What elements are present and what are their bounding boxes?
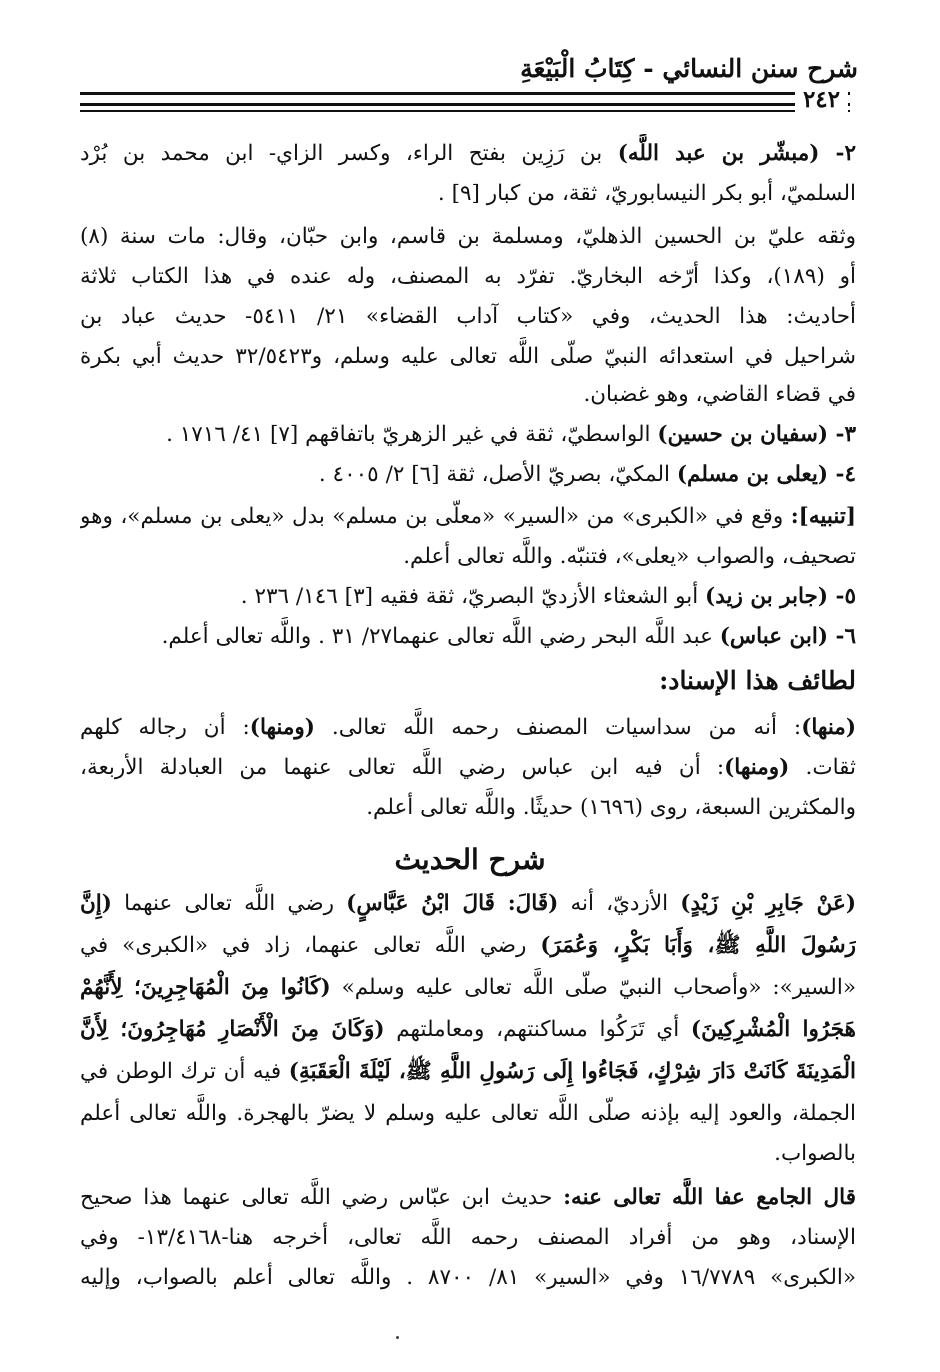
- paragraph-line: وثقه عليّ بن الحسين الذهليّ، ومسلمة بن قاسم، وابن حبّان، وقال: مات سنة (٨): [80, 224, 856, 249]
- paragraph-line: أو (١٨٩)، وكذا أرّخه البخاريّ. تفرّد به المصنف، وله عنده في هذا الكتاب ثلاثة: [80, 264, 856, 289]
- paragraph-line: [تنبيه]: وقع في «الكبرى» من «السير» «معلّى بن مسلم» بدل «يعلى بن مسلم»، وهو: [80, 504, 856, 529]
- paragraph-line: في قضاء القاضي، وهو غضبان.: [583, 382, 856, 407]
- paragraph-line: قال الجامع عفا اللَّه تعالى عنه: حديث ابن عبّاس رضي اللَّه تعالى عنهما هذا صحيح: [80, 1185, 856, 1210]
- paragraph-line: ثقات. (ومنها): أن فيه ابن عباس رضي اللَّه تعالى عنهما من العبادلة الأربعة،: [80, 755, 856, 780]
- paragraph-line: الجملة، والعود إليه بإذنه صلّى اللَّه تعالى عليه وسلم لا يضرّ بالهجرة. واللَّه تعالى أعلم: [80, 1101, 856, 1126]
- scan-speck: [396, 1336, 399, 1339]
- paragraph-line: «السير»: «وأصحاب النبيّ صلّى اللَّه تعالى عليه وسلم» (كَانُوا مِنَ الْمُهَاجِرِينَ؛ لِأَنَّهُمْ: [80, 975, 856, 1000]
- section-heading-sharh: شرح الحديث: [394, 843, 546, 876]
- paragraph-line: شراحيل في استعدائه النبيّ صلّى اللَّه تعالى عليه وسلم، و٣٢/٥٤٢٣ حديث أبي بكرة: [80, 344, 856, 369]
- header-rule: [80, 92, 850, 95]
- header-rule: [80, 103, 850, 106]
- running-header-title: شرح سنن النسائي - كِتَابُ الْبَيْعَةِ: [520, 54, 858, 83]
- paragraph-line: الْمَدِينَةَ كَانَتْ دَارَ شِرْكٍ، فَجَاءُوا إِلَى رَسُولِ اللَّهِ ﷺ، لَيْلَةَ الْعَقَبَةِ) فيه أن ترك الوطن في: [80, 1059, 856, 1084]
- paragraph-line: ٤- (يعلى بن مسلم) المكيّ، بصريّ الأصل، ثقة [٦] ٢/ ٤٠٠٥ .: [318, 462, 856, 487]
- paragraph-line: الإسناد، وهو من أفراد المصنف رحمه اللَّه تعالى، أخرجه هنا-١٣/٤١٦٨- وفي: [80, 1225, 856, 1250]
- paragraph-line: «الكبرى» ١٦/٧٧٨٩ وفي «السير» ٨١/ ٨٧٠٠ . واللَّه تعالى أعلم بالصواب، وإليه: [80, 1265, 856, 1290]
- paragraph-line: (منها): أنه من سداسيات المصنف رحمه اللَّه تعالى. (ومنها): أن رجاله كلهم: [80, 715, 856, 740]
- paragraph-line: ٣- (سفيان بن حسين) الواسطيّ، ثقة في غير الزهريّ باتفاقهم [٧] ٤١/ ١٧١٦ .: [166, 422, 856, 447]
- paragraph-line: هَجَرُوا الْمُشْرِكِينَ) أي تَرَكُوا مساكنتهم، ومعاملتهم (وَكَانَ مِنَ الْأَنْصَارِ مُهَاجِرُونَ؛ لِأَنَّ: [80, 1017, 856, 1042]
- paragraph-line: بالصواب.: [774, 1141, 856, 1166]
- paragraph-line: تصحيف، والصواب «يعلى»، فتنبّه. واللَّه تعالى أعلم.: [403, 544, 856, 569]
- paragraph-line: ٦- (ابن عباس) عبد اللَّه البحر رضي اللَّه تعالى عنهما٢٧/ ٣١ . واللَّه تعالى أعلم.: [161, 624, 856, 649]
- paragraph-line: أحاديث: هذا الحديث، وفي «كتاب آداب القضاء» ٢١/ ٥٤١١- حديث عباد بن: [80, 304, 856, 329]
- paragraph-line: (عَنْ جَابِرِ بْنِ زَيْدٍ) الأزديّ، أنه (قَالَ: قَالَ ابْنُ عَبَّاسٍ) رضي اللَّه تعالى عنهما (إِنَّ: [80, 891, 856, 916]
- paragraph-line: رَسُولَ اللَّهِ ﷺ، وَأَبَا بَكْرٍ، وَعُمَرَ) رضي اللَّه تعالى عنهما، زاد في «الكبرى» في: [80, 933, 856, 958]
- page-number: ٢٤٢: [795, 86, 848, 114]
- paragraph-line: ٥- (جابر بن زيد) أبو الشعثاء الأزديّ البصريّ، ثقة فقيه [٣] ١٤٦/ ٢٣٦ .: [240, 584, 856, 609]
- header-rule: [80, 110, 850, 112]
- paragraph-line: والمكثرين السبعة، روى (١٦٩٦) حديثًا. واللَّه تعالى أعلم.: [366, 795, 856, 820]
- section-heading-lataif: لطائف هذا الإسناد:: [659, 666, 856, 695]
- paragraph-line: ٢- (مبشّر بن عبد اللَّه) بن رَزِين بفتح الراء، وكسر الزاي- ابن محمد بن بُرْد: [80, 141, 856, 166]
- paragraph-line: السلميّ، أبو بكر النيسابوريّ، ثقة، من كبار [٩] .: [437, 181, 856, 206]
